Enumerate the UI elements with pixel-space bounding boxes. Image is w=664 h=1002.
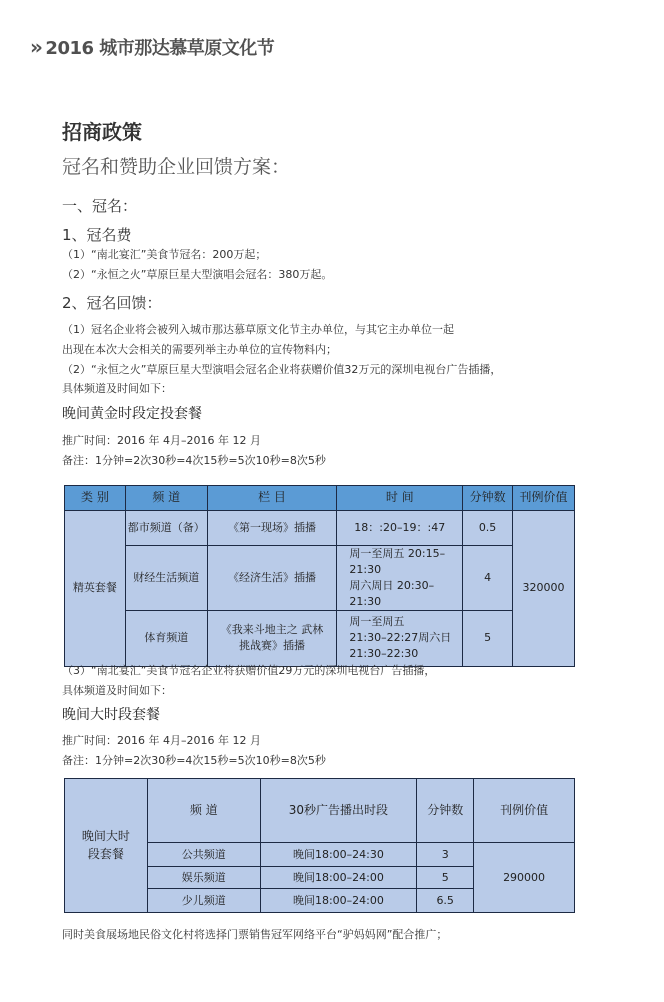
package-period: 推广时间：2016 年 4月–2016 年 12 月 [62,434,261,447]
minutes-cell: 5 [463,610,513,666]
channel-cell: 公共频道 [147,843,260,867]
program-cell: 《第一现场》插播 [207,511,337,546]
time-cell: 晚间18:00–24:00 [260,867,417,889]
minutes-cell: 6.5 [417,889,474,913]
time-line: 21:30–22:30 [349,647,419,661]
time-line: 21:30–22:27周六日 [349,631,452,645]
program-cell: 《经济生活》插播 [207,546,337,611]
column-header: 时 间 [337,486,463,511]
channel-cell: 娱乐频道 [147,867,260,889]
time-cell: 晚间18:00–24:30 [260,843,417,867]
feedback-line: （1）冠名企业将会被列入城市那达慕草原文化节主办单位，与其它主办单位一起 [62,323,454,336]
feedback-line: 具体频道及时间如下： [62,684,172,697]
fee-heading: 1、冠名费 [62,226,132,244]
column-header: 类 别 [65,486,126,511]
feedback-line: 出现在本次大会相关的需要列举主办单位的宣传物料内； [62,343,337,356]
prime-time-table [64,778,575,913]
minutes-cell: 3 [417,843,474,867]
feedback-line: 具体频道及时间如下： [62,382,172,395]
time-line: 周一至周五 20:15–21:30 [349,547,446,576]
column-header: 栏 目 [207,486,337,511]
channel-cell: 财经生活频道 [125,546,207,611]
time-cell [337,546,463,611]
page-subtitle: 冠名和赞助企业回馈方案： [62,156,291,178]
page-title: 招商政策 [62,120,142,144]
package-heading: 晚间黄金时段定投套餐 [62,406,202,422]
section-heading: 一、冠名： [62,197,138,215]
time-cell: 晚间18:00–24:00 [260,889,417,913]
column-header: 刊例价值 [474,779,575,843]
column-header: 频 道 [125,486,207,511]
package-period: 推广时间：2016 年 4月–2016 年 12 月 [62,734,261,747]
minutes-cell: 5 [417,867,474,889]
package-note: 备注：1分钟=2次30秒=4次15秒=5次10秒=8次5秒 [62,454,326,467]
column-header: 分钟数 [463,486,513,511]
value-cell: 320000 [513,511,575,667]
header-title: 2016 城市那达慕草原文化节 [45,38,275,59]
table-row [65,546,575,611]
column-header: 分钟数 [417,779,474,843]
value-cell: 290000 [474,843,575,913]
time-line: 周一至周五 [349,615,405,629]
category-cell: 晚间大时段套餐 [65,779,148,913]
channel-cell: 少儿频道 [147,889,260,913]
category-cell: 精英套餐 [65,511,126,667]
minutes-cell: 0.5 [463,511,513,546]
feedback-line: （3）“南北宴汇”美食节冠名企业将获赠价值29万元的深圳电视台广告插播， [62,664,436,677]
table-row [65,610,575,666]
feedback-heading: 2、冠名回馈： [62,294,162,312]
footer-line: 同时美食展场地民俗文化村将选择门票销售冠军网络平台“驴妈妈网”配合推广； [62,928,448,941]
minutes-cell: 4 [463,546,513,611]
golden-time-table [64,485,575,667]
time-line: 周六周日 20:30–21:30 [349,578,435,608]
program-cell: 《我来斗地主之 武林挑战赛》插播 [207,610,337,666]
column-header: 频 道 [147,779,260,843]
time-cell [337,610,463,666]
double-chevron-right-icon: » [30,35,43,59]
channel-cell: 体育频道 [125,610,207,666]
page-header [30,34,274,60]
column-header: 30秒广告播出时段 [260,779,417,843]
feedback-line: （2）“永恒之火”草原巨星大型演唱会冠名企业将获赠价值32万元的深圳电视台广告插播， [62,363,502,376]
fee-line: （2）“永恒之火”草原巨星大型演唱会冠名：380万起。 [62,268,333,281]
table-header-row [65,779,575,843]
fee-line: （1）“南北宴汇”美食节冠名：200万起； [62,248,267,261]
time-cell: 18：:20–19：:47 [337,511,463,546]
table-row [65,511,575,546]
column-header: 刊例价值 [513,486,575,511]
channel-cell: 都市频道（备） [125,511,207,546]
package-note: 备注：1分钟=2次30秒=4次15秒=5次10秒=8次5秒 [62,754,326,767]
table-header-row [65,486,575,511]
package-heading: 晚间大时段套餐 [62,707,160,723]
